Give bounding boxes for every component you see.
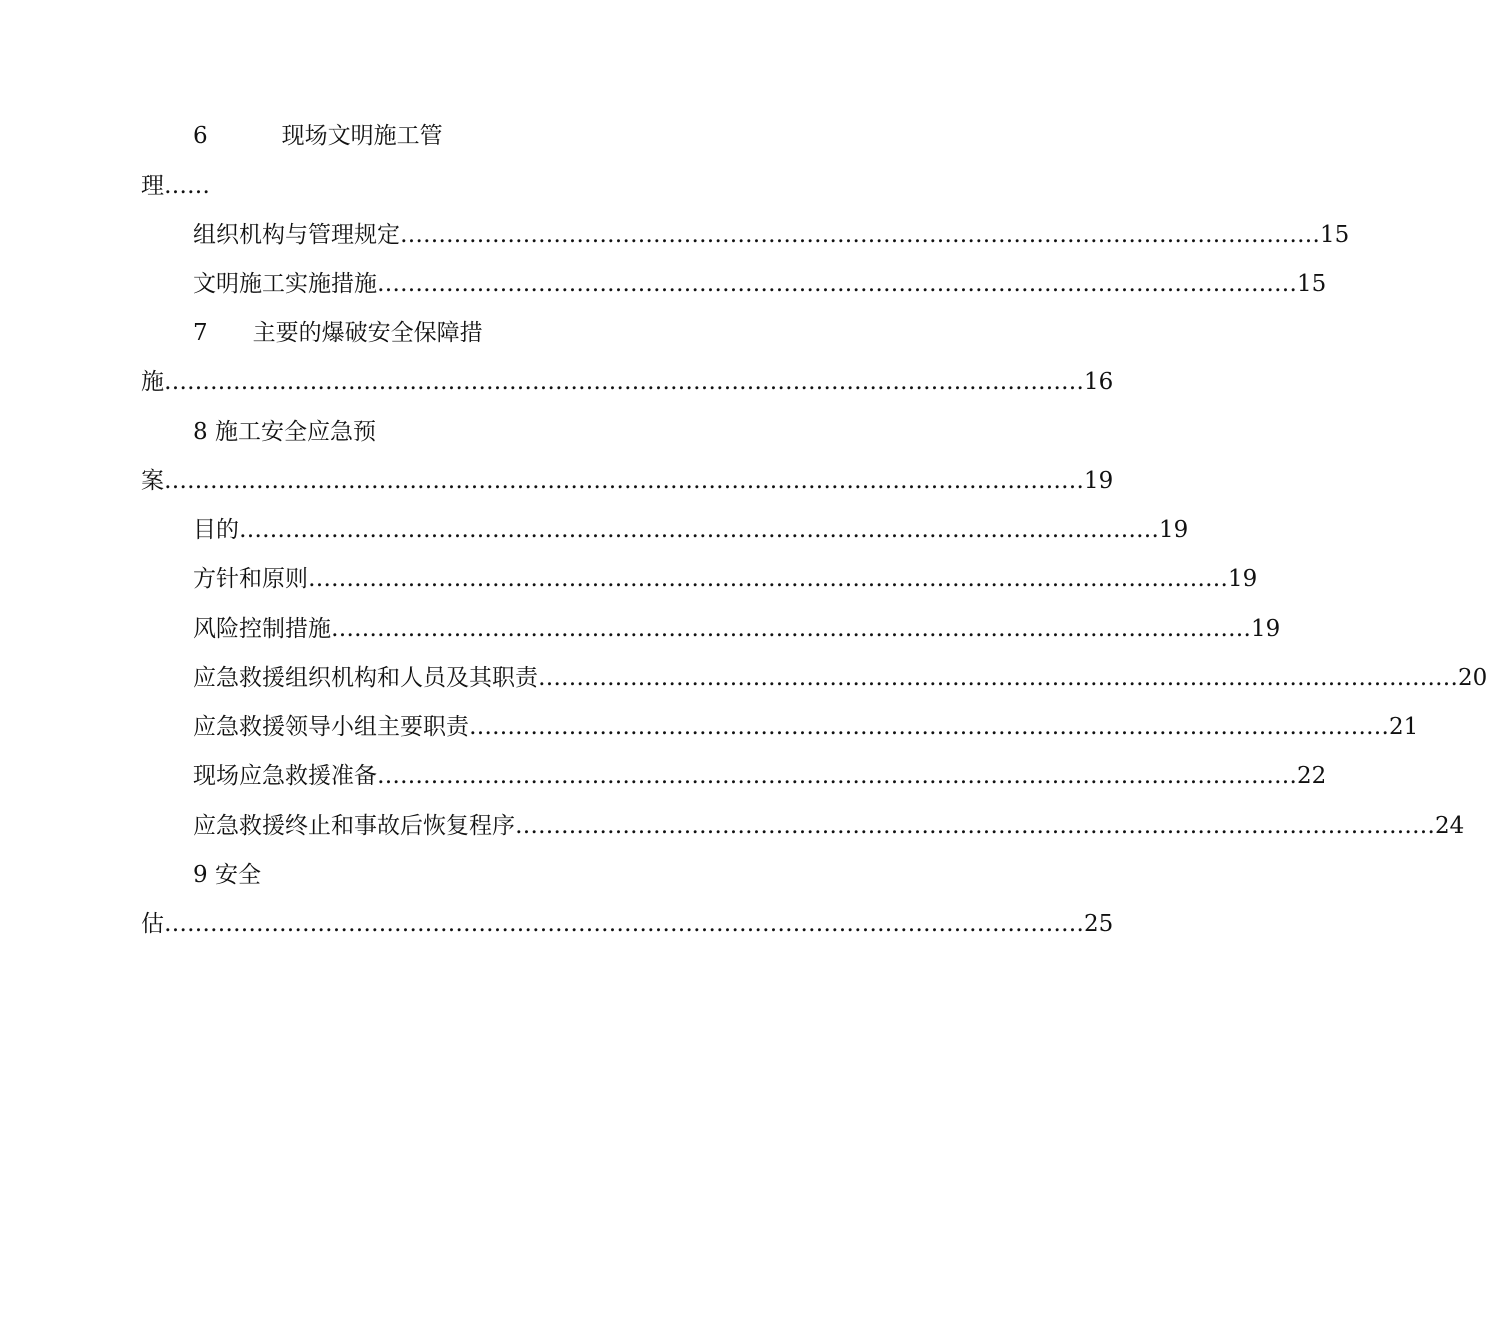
toc-entry[interactable] [193,614,1281,644]
toc-page-number: 19 [1228,566,1258,592]
toc-leader: ………………………………………………………………………………………………………… [308,566,1228,592]
toc-leader: ………………………………………………………………………………………………………… [515,813,1435,839]
toc-page-number: 25 [1084,911,1114,937]
toc-section-6-heading-cont [141,171,210,201]
toc-entry[interactable] [193,515,1189,545]
toc-entry[interactable] [193,712,1419,742]
toc-entry[interactable] [193,761,1327,791]
toc-section-8-heading [193,417,376,447]
toc-entry[interactable] [193,564,1258,594]
toc-entry[interactable] [193,811,1465,841]
toc-page-number: 20 [1458,665,1487,691]
toc-leader: ………………………………………………………………………………………………………… [377,763,1297,789]
section-title: 主要的爆破安全保障措 [252,320,483,346]
toc-entry-title: 目的 [193,517,239,543]
section-title: 8 施工安全应急预 [193,419,376,445]
toc-section-7-heading [193,318,483,348]
toc-section-9-heading [193,860,261,890]
section-title: 9 安全 [193,862,261,888]
toc-page-number: 15 [1297,271,1327,297]
toc-leader: ………………………………………………………………………………………………………… [469,714,1389,740]
section-title-cont: 案 [141,468,164,494]
toc-section-9-heading-cont[interactable] [141,909,1114,939]
toc-page-number: 22 [1297,763,1327,789]
section-title: 现场文明施工管 [281,123,443,149]
toc-entry-title: 应急救援组织机构和人员及其职责 [193,665,538,691]
section-number: 7 [193,320,208,346]
toc-entry-title: 应急救援终止和事故后恢复程序 [193,813,515,839]
section-number: 6 [193,123,208,149]
toc-leader: ………………………………………………………………………………………………………… [164,468,1084,494]
toc-leader: ………………………………………………………………………………………………………… [164,911,1084,937]
toc-page-number: 19 [1084,468,1114,494]
section-title-cont: 施 [141,369,164,395]
toc-entry-title: 应急救援领导小组主要职责 [193,714,469,740]
toc-leader: ………………………………………………………………………………………………………… [164,369,1084,395]
toc-leader: ………………………………………………………………………………………………………… [331,616,1251,642]
toc-section-7-heading-cont[interactable] [141,367,1114,397]
toc-entry[interactable] [193,220,1350,250]
toc-page-number: 16 [1084,369,1114,395]
section-title-cont: 理…… [141,173,210,199]
toc-page-number: 19 [1251,616,1281,642]
toc-entry[interactable] [193,663,1487,693]
toc-page-number: 24 [1435,813,1465,839]
toc-leader: ………………………………………………………………………………………………………… [377,271,1297,297]
toc-page-number: 15 [1320,222,1350,248]
toc-leader: ………………………………………………………………………………………………………… [239,517,1159,543]
toc-entry-title: 方针和原则 [193,566,308,592]
toc-entry-title: 文明施工实施措施 [193,271,377,297]
toc-entry-title: 现场应急救援准备 [193,763,377,789]
toc-page-number: 19 [1159,517,1189,543]
toc-entry-title: 风险控制措施 [193,616,331,642]
toc-page-number: 21 [1389,714,1419,740]
section-title-cont: 估 [141,911,164,937]
toc-section-8-heading-cont[interactable] [141,466,1114,496]
toc-leader: ………………………………………………………………………………………………………… [400,222,1320,248]
toc-section-6-heading [193,121,443,151]
toc-leader: ………………………………………………………………………………………………………… [538,665,1458,691]
toc-entry[interactable] [193,269,1327,299]
toc-entry-title: 组织机构与管理规定 [193,222,400,248]
